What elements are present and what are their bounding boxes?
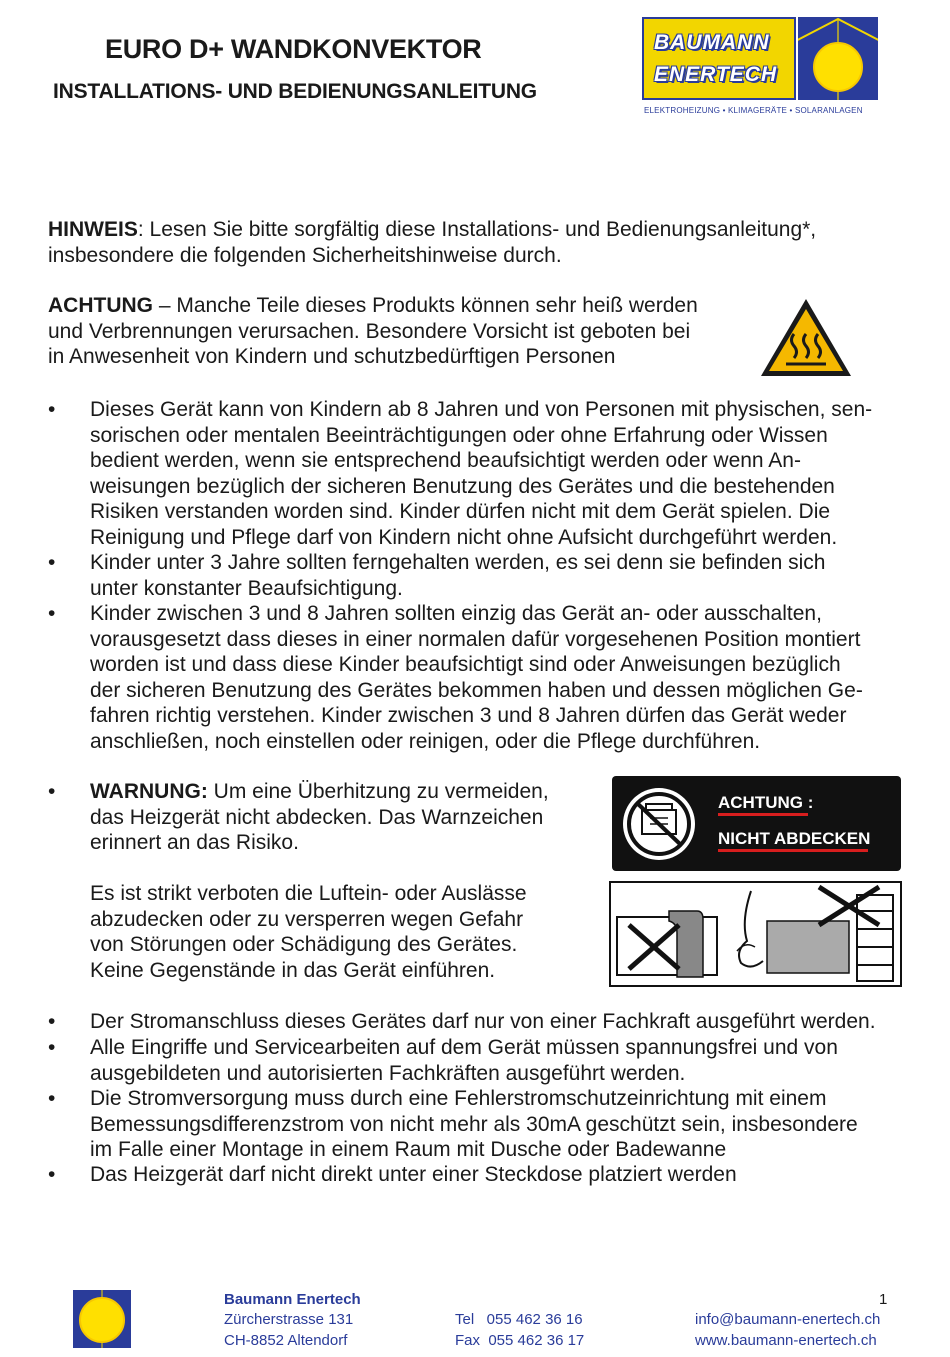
warnung-detail-line: Es ist strikt verboten die Luftein- oder Auslässe xyxy=(90,882,527,905)
sign-line-1: ACHTUNG : xyxy=(718,793,814,812)
bullet-marker: • xyxy=(48,1036,56,1059)
list-item-line: ausgebildeten und autorisierten Fachkräften ausgeführt werden. xyxy=(90,1061,686,1085)
bullet-marker: • xyxy=(48,398,56,421)
do-not-cover-sign xyxy=(612,776,901,871)
list-item-line: der sicheren Benutzung des Gerätes bekommen haben und dessen möglichen Ge- xyxy=(90,678,863,702)
bullet-marker: • xyxy=(48,602,56,625)
list-item-line: vorausgesetzt dass dieses in einer normalen dafür vorgesehenen Position montiert xyxy=(90,627,861,651)
list-item-line: Das Heizgerät darf nicht direkt unter einer Steckdose platziert werden xyxy=(90,1163,737,1186)
achtung-line-2: und Verbrennungen verursachen. Besondere Vorsicht ist geboten bei xyxy=(48,319,691,343)
achtung-paragraph xyxy=(48,293,748,370)
list-item-line: worden ist und dass diese Kinder beaufsichtigt sind oder Anweisungen bezüglich xyxy=(90,653,841,676)
achtung-line-1: – Manche Teile dieses Produkts können sehr heiß werden xyxy=(153,294,698,317)
bullet-marker: • xyxy=(48,1010,56,1033)
list-item-line: Kinder unter 3 Jahre sollten ferngehalten werden, es sei denn sie befinden sich xyxy=(90,551,826,574)
list-item-line: Bemessungsdifferenzstrom von nicht mehr als 30mA geschützt sein, insbesondere xyxy=(90,1112,858,1136)
list-item-line: anschließen, noch einstellen oder reinigen, oder die Pflege durchführen. xyxy=(90,729,761,753)
logo-tagline: ELEKTROHEIZUNG • KLIMAGERÄTE • SOLARANLAGEN xyxy=(644,106,863,115)
logo-word-2: ENERTECH xyxy=(654,63,778,86)
list-item-line: weisungen bezüglich der sicheren Benutzung des Gerätes und die bestehenden xyxy=(90,474,835,498)
list-item-line: sorischen oder mentalen Beeinträchtigungen oder ohne Erfahrung oder Wissen xyxy=(90,423,828,447)
document-title: EURO D+ WANDKONVEKTOR xyxy=(105,34,482,64)
hinweis-text: : Lesen Sie bitte sorgfältig diese Installations- und Bedienungsanleitung*, insbesondere die folgenden Sicherheitshinweise durch. xyxy=(48,218,817,267)
list-item-line: Risiken verstanden worden sind. Kinder dürfen nicht mit dem Gerät spielen. Die xyxy=(90,500,831,523)
footer-email[interactable]: info@baumann-enertech.ch xyxy=(695,1311,881,1328)
list-item-line: im Falle einer Montage in einem Raum mit Dusche oder Badewanne xyxy=(90,1138,727,1161)
list-item-line: bedient werden, wenn sie entsprechend beaufsichtigt werden oder wenn An- xyxy=(90,449,801,472)
list-item-line: Dieses Gerät kann von Kindern ab 8 Jahren und von Personen mit physischen, sen- xyxy=(90,398,873,421)
no-cover-icon xyxy=(612,776,707,871)
warnung-detail-line: abzudecken oder zu versperren wegen Gefahr xyxy=(90,907,524,931)
achtung-line-3: in Anwesenheit von Kindern und schutzbedürftigen Personen xyxy=(48,345,616,368)
sun-icon xyxy=(798,17,878,100)
bullet-marker: • xyxy=(48,1087,56,1110)
list-item-line: Kinder zwischen 3 und 8 Jahren sollten einzig das Gerät an- oder ausschalten, xyxy=(90,602,822,625)
hinweis-label: HINWEIS xyxy=(48,218,138,241)
footer-logo xyxy=(73,1290,131,1348)
cover-prohibited-illustration xyxy=(609,881,902,987)
page-number: 1 xyxy=(879,1291,888,1308)
bullet-marker: • xyxy=(48,551,56,574)
list-item-line: Alle Eingriffe und Servicearbeiten auf dem Gerät müssen spannungsfrei und von xyxy=(90,1036,838,1059)
list-item-line: Reinigung und Pflege darf von Kindern nicht ohne Aufsicht durchgeführt werden. xyxy=(90,525,838,549)
sun-icon xyxy=(73,1290,131,1348)
logo-word-1: BAUMANN xyxy=(654,31,770,54)
document-subtitle: INSTALLATIONS- UND BEDIENUNGSANLEITUNG xyxy=(53,80,537,103)
list-item-line: Die Stromversorgung muss durch eine Fehlerstromschutzeinrichtung mit einem xyxy=(90,1087,827,1110)
warnung-detail-line: von Störungen oder Schädigung des Gerätes. xyxy=(90,933,518,956)
hinweis-paragraph xyxy=(48,217,888,268)
warnung-label: WARNUNG: xyxy=(90,780,208,803)
warnung-line-1: Um eine Überhitzung zu vermeiden, xyxy=(207,780,549,803)
footer-tel: Tel 055 462 36 16 xyxy=(455,1311,583,1328)
sign-line-2: NICHT ABDECKEN xyxy=(718,829,871,848)
logo-wordmark-box xyxy=(642,17,796,100)
footer-street: Zürcherstrasse 131 xyxy=(224,1311,354,1328)
bullet-marker: • xyxy=(48,1163,56,1186)
list-item-line: unter konstanter Beaufsichtigung. xyxy=(90,576,403,600)
footer-website[interactable]: www.baumann-enertech.ch xyxy=(695,1332,877,1349)
hot-surface-warning-icon xyxy=(758,296,854,380)
list-item-line: fahren richtig verstehen. Kinder zwischen 3 und 8 Jahren dürfen das Gerät weder xyxy=(90,704,847,727)
list-item-line: Der Stromanschluss dieses Gerätes darf nur von einer Fachkraft ausgeführt werden. xyxy=(90,1010,876,1033)
footer-fax: Fax 055 462 36 17 xyxy=(455,1332,585,1349)
footer-city: CH-8852 Altendorf xyxy=(224,1332,348,1349)
bullet-marker: • xyxy=(48,780,56,803)
warnung-line-3: erinnert an das Risiko. xyxy=(90,831,299,854)
achtung-label: ACHTUNG xyxy=(48,294,153,317)
company-logo xyxy=(642,17,878,121)
footer-company: Baumann Enertech xyxy=(224,1291,361,1308)
warnung-detail-line: Keine Gegenstände in das Gerät einführen. xyxy=(90,958,496,982)
warnung-line-2: das Heizgerät nicht abdecken. Das Warnzeichen xyxy=(90,805,544,829)
logo-sun-panel xyxy=(798,17,878,100)
